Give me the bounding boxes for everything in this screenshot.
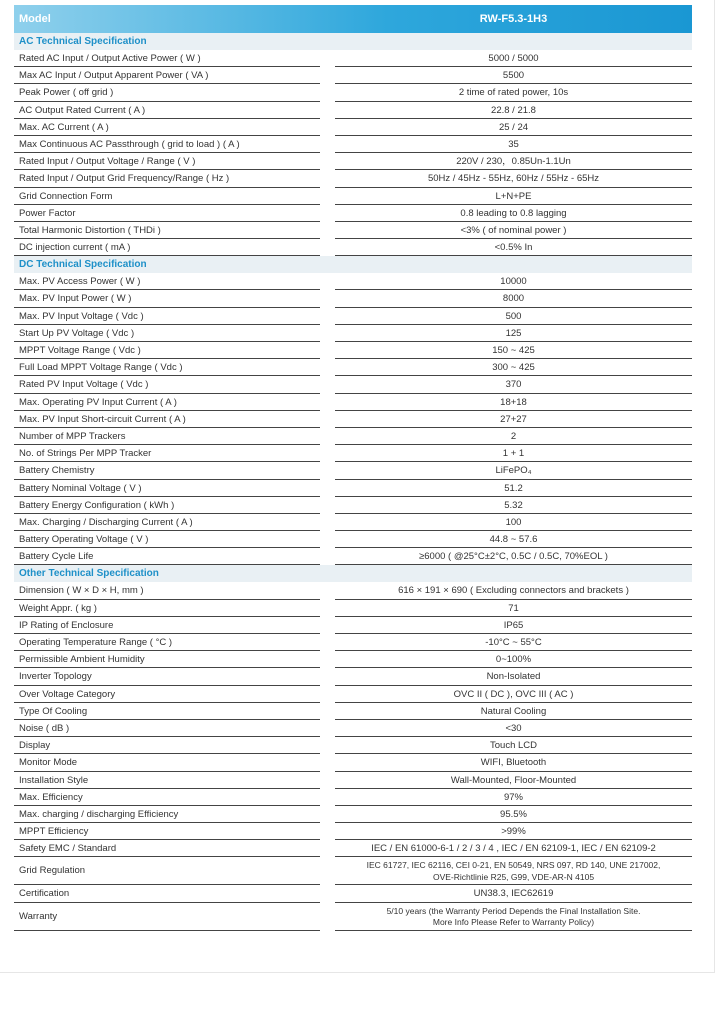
spec-value: 1 + 1 xyxy=(502,448,525,460)
spec-label: No. of Strings Per MPP Tracker xyxy=(19,448,152,460)
spec-row xyxy=(14,737,692,754)
spec-value: IEC / EN 61000-6-1 / 2 / 3 / 4 , IEC / EN 62109-1, IEC / EN 62109-2 xyxy=(371,843,656,855)
spec-value: <30 xyxy=(505,722,522,734)
spec-label: Battery Operating Voltage ( V ) xyxy=(19,534,149,546)
spec-label: Total Harmonic Distortion ( THDi ) xyxy=(19,224,161,236)
spec-value: 500 xyxy=(505,310,522,322)
spec-row xyxy=(14,617,692,634)
section-header: DC Technical Specification xyxy=(14,256,692,273)
section-header: Other Technical Specification xyxy=(14,565,692,582)
spec-value: 100 xyxy=(505,516,522,528)
spec-value: 25 / 24 xyxy=(498,121,529,133)
spec-label: Rated PV Input Voltage ( Vdc ) xyxy=(19,379,149,391)
spec-row xyxy=(14,651,692,668)
spec-row xyxy=(14,84,692,101)
spec-value: ≥6000 ( @25°C±2°C, 0.5C / 0.5C, 70%EOL ) xyxy=(419,551,608,563)
spec-value xyxy=(335,860,692,883)
spec-value: 2 xyxy=(510,430,517,442)
spec-label: Grid Regulation xyxy=(19,865,86,877)
spec-row xyxy=(14,136,692,153)
spec-row xyxy=(14,170,692,187)
spec-row xyxy=(14,325,692,342)
spec-value: LiFePO₄ xyxy=(495,465,532,477)
spec-value: 35 xyxy=(508,138,519,150)
spec-row xyxy=(14,273,692,290)
spec-row xyxy=(14,806,692,823)
spec-label: Inverter Topology xyxy=(19,671,92,683)
spec-row xyxy=(14,497,692,514)
spec-label: DC injection current ( mA ) xyxy=(19,242,131,254)
spec-value: 0~100% xyxy=(495,654,532,666)
spec-row xyxy=(14,67,692,84)
spec-row xyxy=(14,857,692,885)
spec-value: Touch LCD xyxy=(490,740,537,752)
spec-label: Type Of Cooling xyxy=(19,705,88,717)
spec-label: Weight Appr. ( kg ) xyxy=(19,602,97,614)
spec-value: <3% ( of nominal power ) xyxy=(460,224,567,236)
spec-row xyxy=(14,462,692,479)
spec-value: 5500 xyxy=(502,70,525,82)
spec-row xyxy=(14,428,692,445)
spec-value: 51.2 xyxy=(504,482,523,494)
spec-value: 5.32 xyxy=(504,499,523,511)
spec-value: 616 × 191 × 690 ( Excluding connectors and brackets ) xyxy=(398,585,629,597)
spec-value: 71 xyxy=(508,602,519,614)
spec-value: 0.8 leading to 0.8 lagging xyxy=(460,207,567,219)
spec-value: Wall-Mounted, Floor-Mounted xyxy=(450,774,577,786)
spec-value: -10°C ~ 55°C xyxy=(485,637,542,648)
spec-value-line: More Info Please Refer to Warranty Policy) xyxy=(432,917,595,928)
spec-label: Max. charging / discharging Efficiency xyxy=(19,808,179,820)
spec-value: 370 xyxy=(505,379,522,391)
spec-label: Full Load MPPT Voltage Range ( Vdc ) xyxy=(19,362,183,374)
spec-value: Natural Cooling xyxy=(480,705,547,717)
spec-row xyxy=(14,342,692,359)
spec-row xyxy=(14,222,692,239)
spec-value: 2 time of rated power, 10s xyxy=(458,87,569,99)
spec-label: Installation Style xyxy=(19,774,89,786)
spec-value: 18+18 xyxy=(500,396,527,408)
spec-label: IP Rating of Enclosure xyxy=(19,619,114,631)
spec-row xyxy=(14,119,692,136)
spec-label: Max. PV Input Voltage ( Vdc ) xyxy=(19,310,144,322)
spec-value: 44.8 ~ 57.6 xyxy=(489,534,538,546)
spec-row xyxy=(14,754,692,771)
spec-value: Non-Isolated xyxy=(486,671,541,683)
spec-label: Rated Input / Output Grid Frequency/Range ( Hz ) xyxy=(19,173,230,185)
spec-label: Start Up PV Voltage ( Vdc ) xyxy=(19,327,135,339)
spec-row xyxy=(14,153,692,170)
spec-label: Battery Chemistry xyxy=(19,465,95,477)
spec-label: Dimension ( W × D × H, mm ) xyxy=(19,585,144,597)
spec-value-line: 5/10 years (the Warranty Period Depends the Final Installation Site. xyxy=(386,905,641,916)
spec-value: 8000 xyxy=(502,293,525,305)
spec-value: 220V / 230，0.85Un-1.1Un xyxy=(456,156,571,168)
spec-row xyxy=(14,50,692,67)
spec-row xyxy=(14,634,692,651)
spec-value: 22.8 / 21.8 xyxy=(491,104,536,116)
spec-value xyxy=(335,906,692,929)
spec-row xyxy=(14,480,692,497)
spec-value-line: OVE-Richtlinie R25, G99, VDE-AR-N 4105 xyxy=(432,871,595,882)
spec-label: MPPT Efficiency xyxy=(19,826,89,838)
spec-label: Max. Operating PV Input Current ( A ) xyxy=(19,396,177,408)
spec-label: Max. Charging / Discharging Current ( A ) xyxy=(19,516,193,528)
spec-value: 5000 / 5000 xyxy=(488,53,539,64)
spec-row xyxy=(14,394,692,411)
spec-label: Monitor Mode xyxy=(19,757,78,769)
spec-label: Battery Cycle Life xyxy=(19,551,94,563)
spec-value: UN38.3, IEC62619 xyxy=(473,888,554,900)
spec-row xyxy=(14,686,692,703)
spec-value: OVC II ( DC ), OVC III ( AC ) xyxy=(453,688,574,700)
spec-label: Max. PV Input Short-circuit Current ( A ) xyxy=(19,413,186,425)
spec-label: Permissible Ambient Humidity xyxy=(19,654,145,666)
spec-row xyxy=(14,582,692,599)
spec-row xyxy=(14,840,692,857)
spec-label: Battery Energy Configuration ( kWh ) xyxy=(19,499,175,511)
spec-row xyxy=(14,359,692,376)
spec-value: 95.5% xyxy=(500,808,527,820)
model-value: RW-F5.3-1H3 xyxy=(479,13,548,25)
model-label: Model xyxy=(19,13,51,25)
spec-label: Max AC Input / Output Apparent Power ( VA ) xyxy=(19,70,209,82)
spec-value: >99% xyxy=(501,826,526,838)
spec-value: 50Hz / 45Hz - 55Hz, 60Hz / 55Hz - 65Hz xyxy=(427,173,600,185)
spec-value: 10000 xyxy=(500,276,527,288)
spec-row xyxy=(14,290,692,307)
spec-label: Safety EMC / Standard xyxy=(19,843,117,855)
spec-label: Operating Temperature Range ( °C ) xyxy=(19,637,173,648)
spec-label: AC Output Rated Current ( A ) xyxy=(19,104,146,116)
spec-value: WIFI, Bluetooth xyxy=(480,757,547,769)
spec-label: Noise ( dB ) xyxy=(19,722,70,734)
spec-row xyxy=(14,445,692,462)
spec-label: Max. PV Input Power ( W ) xyxy=(19,293,132,305)
spec-value: 27+27 xyxy=(500,413,527,425)
spec-row xyxy=(14,703,692,720)
table-header xyxy=(14,5,692,33)
spec-value: L+N+PE xyxy=(495,190,532,202)
spec-label: Max. AC Current ( A ) xyxy=(19,121,109,133)
section-header: AC Technical Specification xyxy=(14,33,692,50)
spec-label: Warranty xyxy=(19,910,58,922)
spec-label: Peak Power ( off grid ) xyxy=(19,87,114,99)
spec-row xyxy=(14,720,692,737)
spec-row xyxy=(14,823,692,840)
spec-row xyxy=(14,308,692,325)
spec-label: Rated Input / Output Voltage / Range ( V ) xyxy=(19,156,196,168)
spec-label: Rated AC Input / Output Active Power ( W ) xyxy=(19,53,201,64)
spec-label: Max Continuous AC Passthrough ( grid to load ) ( A ) xyxy=(19,138,240,150)
spec-label: Battery Nominal Voltage ( V ) xyxy=(19,482,142,494)
spec-value: IP65 xyxy=(503,619,524,631)
spec-table xyxy=(14,33,692,931)
spec-row xyxy=(14,789,692,806)
spec-row xyxy=(14,531,692,548)
spec-label: Certification xyxy=(19,888,70,900)
spec-label: Number of MPP Trackers xyxy=(19,430,126,442)
spec-label: Display xyxy=(19,740,51,752)
spec-row xyxy=(14,239,692,256)
spec-row xyxy=(14,885,692,902)
spec-label: Max. PV Access Power ( W ) xyxy=(19,276,141,288)
spec-row xyxy=(14,411,692,428)
spec-label: MPPT Voltage Range ( Vdc ) xyxy=(19,345,141,356)
spec-row xyxy=(14,548,692,565)
spec-row xyxy=(14,668,692,685)
spec-row xyxy=(14,600,692,617)
spec-value: 125 xyxy=(505,327,522,339)
spec-row xyxy=(14,903,692,931)
spec-row xyxy=(14,102,692,119)
spec-value: 300 ~ 425 xyxy=(492,362,535,374)
spec-label: Power Factor xyxy=(19,207,76,219)
spec-value-line: IEC 61727, IEC 62116, CEI 0-21, EN 50549, NRS 097, RD 140, UNE 217002, xyxy=(366,860,661,871)
spec-row xyxy=(14,514,692,531)
spec-value: <0.5% In xyxy=(494,242,533,254)
spec-value: 97% xyxy=(503,791,523,803)
spec-row xyxy=(14,772,692,789)
spec-label: Grid Connection Form xyxy=(19,190,113,202)
spec-row xyxy=(14,376,692,393)
spec-row xyxy=(14,188,692,205)
spec-row xyxy=(14,205,692,222)
spec-value: 150 ~ 425 xyxy=(492,345,535,356)
spec-label: Max. Efficiency xyxy=(19,791,83,803)
spec-label: Over Voltage Category xyxy=(19,688,116,700)
